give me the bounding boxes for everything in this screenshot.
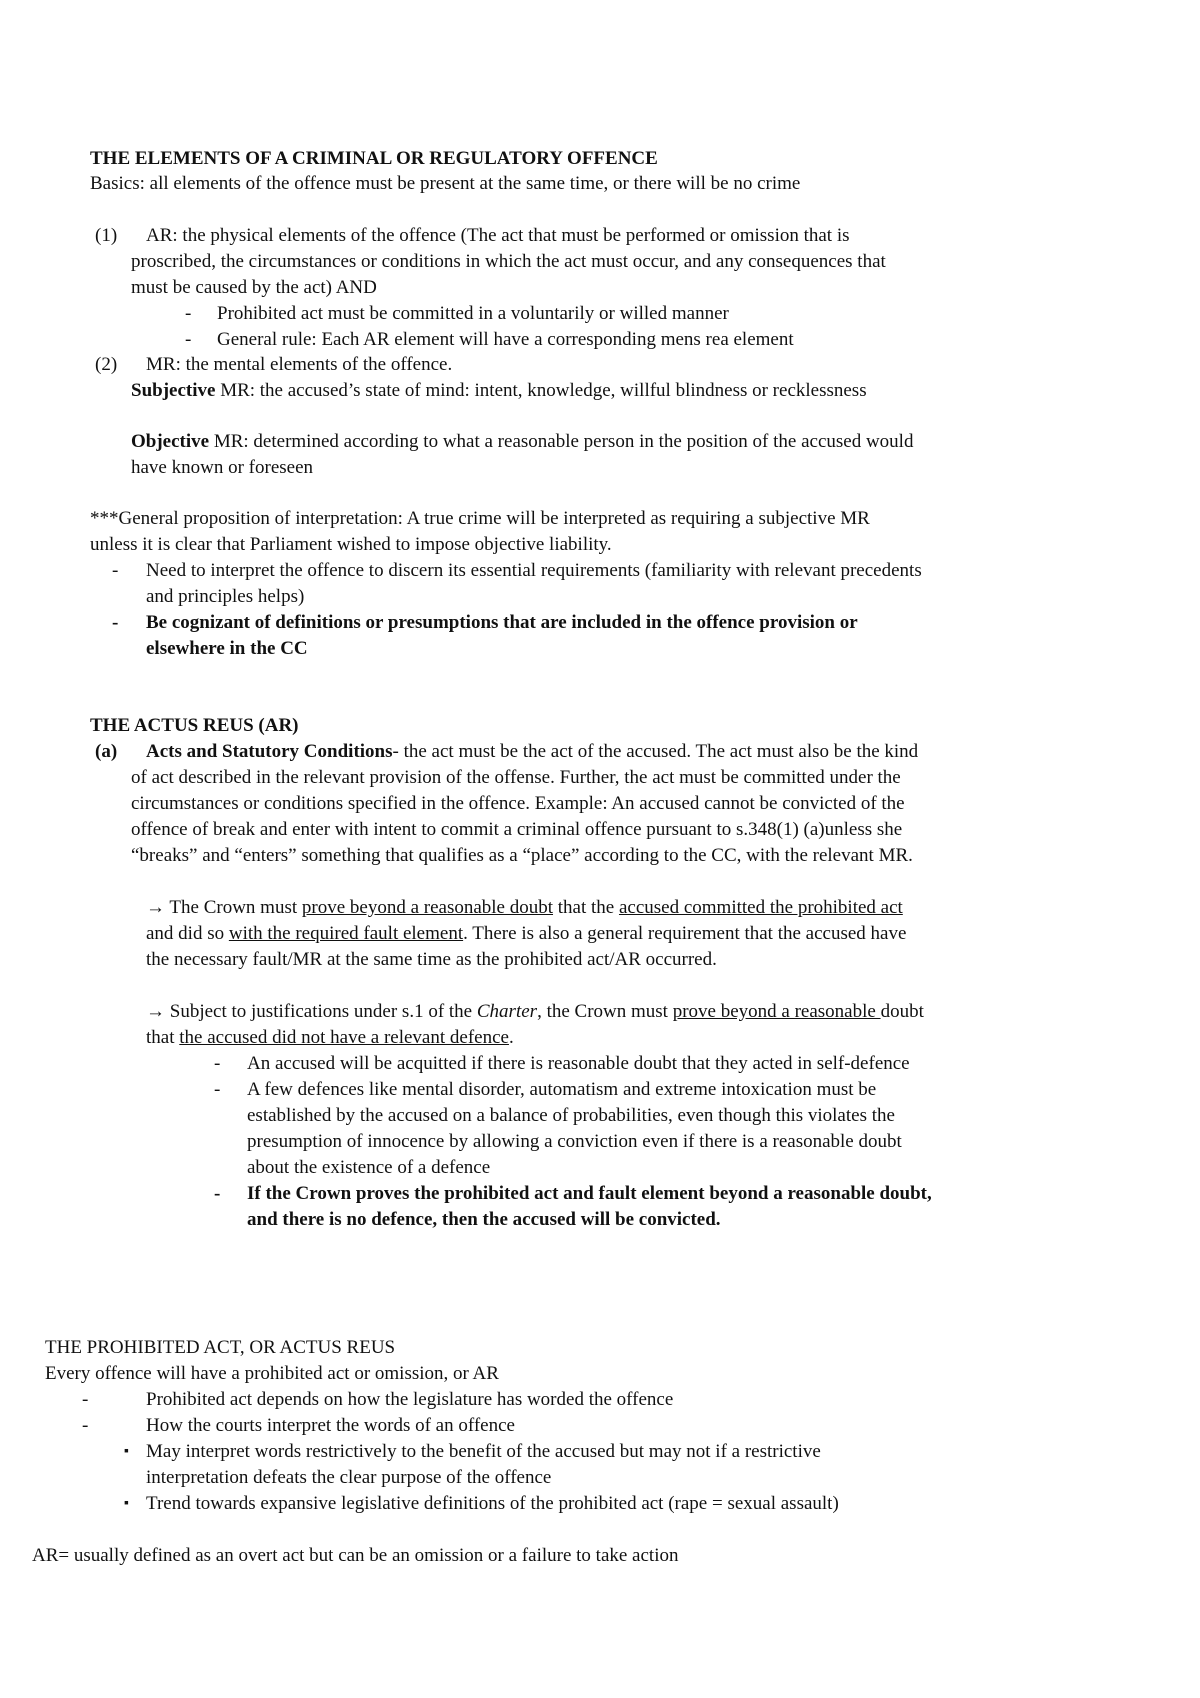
square-bullet2: Trend towards expansive legislative definitions of the prohibited act (rape = sexual assault) (146, 1493, 839, 1514)
item1-line2: proscribed, the circumstances or conditions in which the act must occur, and any consequences that (131, 251, 886, 272)
prohibited-bullet1: Prohibited act depends on how the legislature has worded the offence (146, 1389, 674, 1410)
dash-bullet: - (214, 1079, 221, 1100)
dash-bullet: - (214, 1053, 221, 1074)
defence-bullet1: An accused will be acquitted if there is reasonable doubt that they acted in self-defence (247, 1053, 910, 1074)
general-proposition-line1: ***General proposition of interpretation: A true crime will be interpreted as requiring a subjective MR (90, 508, 870, 529)
italic-text: Charter (476, 1001, 538, 1022)
underlined-text: with the required fault element (228, 923, 464, 944)
item2-line1: MR: the mental elements of the offence. (146, 354, 453, 375)
section-heading-elements: THE ELEMENTS OF A CRIMINAL OR REGULATORY OFFENCE (90, 148, 658, 169)
item1-bullet2: General rule: Each AR element will have a corresponding mens rea element (217, 329, 794, 350)
crown-proof-line3: the necessary fault/MR at the same time as the prohibited act/AR occurred. (146, 949, 717, 970)
acts-line5: “breaks” and “enters” something that qualifies as a “place” according to the CC, with the relevant MR. (131, 845, 913, 866)
underlined-text: prove beyond a reasonable doubt (301, 897, 554, 918)
list-marker-2: (2) (95, 354, 118, 375)
text-fragment: . There is also a general requirement that the accused have (463, 923, 907, 944)
defence-bullet3-line2: and there is no defence, then the accused will be convicted. (247, 1209, 721, 1230)
arrow-icon: → (146, 897, 165, 918)
charter-line2 (146, 1025, 514, 1051)
gp-bullet1-line2: and principles helps) (146, 586, 305, 607)
section-heading-actus-reus: THE ACTUS REUS (AR) (90, 715, 299, 736)
underlined-text: accused committed the prohibited act (618, 897, 903, 918)
item1-line1: AR: the physical elements of the offence (The act that must be performed or omission that is (146, 225, 850, 246)
general-proposition-line2: unless it is clear that Parliament wished to impose objective liability. (90, 534, 612, 555)
acts-line4: offence of break and enter with intent to commit a criminal offence pursuant to s.348(1) (a)unless she (131, 819, 903, 840)
text-fragment: . (508, 1027, 514, 1048)
item1-line3: must be caused by the act) AND (131, 277, 377, 298)
subjective-line (131, 378, 867, 404)
acts-line1 (146, 739, 918, 765)
gp-bullet2-line2: elsewhere in the CC (146, 638, 308, 659)
arrow-icon: → (146, 1001, 165, 1022)
objective-text: MR: determined according to what a reasonable person in the position of the accused would (209, 431, 914, 452)
objective-line2: have known or foreseen (131, 457, 314, 478)
text-fragment: , the Crown must (537, 1001, 673, 1022)
item1-bullet1: Prohibited act must be committed in a voluntarily or willed manner (217, 303, 729, 324)
list-marker-a: (a) (95, 741, 118, 762)
underlined-text: the accused did not have a relevant defence (179, 1027, 509, 1048)
acts-text: - the act must be the act of the accused. The act must also be the kind (392, 741, 919, 762)
underlined-text: prove beyond a reasonable (672, 1001, 881, 1022)
acts-label: Acts and Statutory Conditions (146, 741, 393, 762)
square-bullet1-line2: interpretation defeats the clear purpose of the offence (146, 1467, 552, 1488)
ar-definition-line: AR= usually defined as an overt act but can be an omission or a failure to take action (32, 1545, 679, 1566)
prohibited-act-intro: Every offence will have a prohibited act or omission, or AR (45, 1363, 499, 1384)
list-marker-1: (1) (95, 225, 118, 246)
square-bullet-icon: ▪ (124, 1496, 129, 1511)
square-bullet1-line1: May interpret words restrictively to the benefit of the accused but may not if a restrictive (146, 1441, 821, 1462)
dash-bullet: - (112, 560, 119, 581)
basics-text: Basics: all elements of the offence must be present at the same time, or there will be no crime (90, 173, 801, 194)
dash-bullet: - (112, 612, 119, 633)
text-fragment: Subject to justifications under s.1 of the (165, 1001, 477, 1022)
objective-label: Objective (131, 431, 210, 452)
gp-bullet2-line1: Be cognizant of definitions or presumptions that are included in the offence provision or (146, 612, 858, 633)
crown-proof-line2 (146, 921, 906, 947)
defence-bullet2-line4: about the existence of a defence (247, 1157, 491, 1178)
acts-line2: of act described in the relevant provision of the offense. Further, the act must be committed under the (131, 767, 901, 788)
square-bullet-icon: ▪ (124, 1444, 129, 1459)
dash-bullet: - (185, 329, 192, 350)
defence-bullet2-line2: established by the accused on a balance of probabilities, even though this violates the (247, 1105, 895, 1126)
prohibited-bullet2: How the courts interpret the words of an offence (146, 1415, 515, 1436)
dash-bullet: - (214, 1183, 221, 1204)
gp-bullet1-line1: Need to interpret the offence to discern its essential requirements (familiarity with relevant precedents (146, 560, 922, 581)
objective-line (131, 429, 913, 455)
dash-bullet: - (82, 1415, 89, 1436)
subjective-label: Subjective (131, 380, 216, 401)
defence-bullet3-line1: If the Crown proves the prohibited act and fault element beyond a reasonable doubt, (247, 1183, 932, 1204)
charter-line1 (146, 999, 924, 1025)
subjective-text: MR: the accused’s state of mind: intent, knowledge, willful blindness or recklessness (215, 380, 867, 401)
text-fragment: doubt (880, 1001, 924, 1022)
text-fragment: The Crown must (165, 897, 302, 918)
defence-bullet2-line1: A few defences like mental disorder, automatism and extreme intoxication must be (247, 1079, 877, 1100)
text-fragment: that the (553, 897, 619, 918)
text-fragment: that (146, 1027, 180, 1048)
text-fragment: and did so (146, 923, 229, 944)
acts-line3: circumstances or conditions specified in the offence. Example: An accused cannot be convicted of the (131, 793, 905, 814)
section-heading-prohibited-act: THE PROHIBITED ACT, OR ACTUS REUS (45, 1337, 396, 1358)
defence-bullet2-line3: presumption of innocence by allowing a conviction even if there is a reasonable doubt (247, 1131, 902, 1152)
dash-bullet: - (185, 303, 192, 324)
crown-proof-line1 (146, 895, 903, 921)
dash-bullet: - (82, 1389, 89, 1410)
